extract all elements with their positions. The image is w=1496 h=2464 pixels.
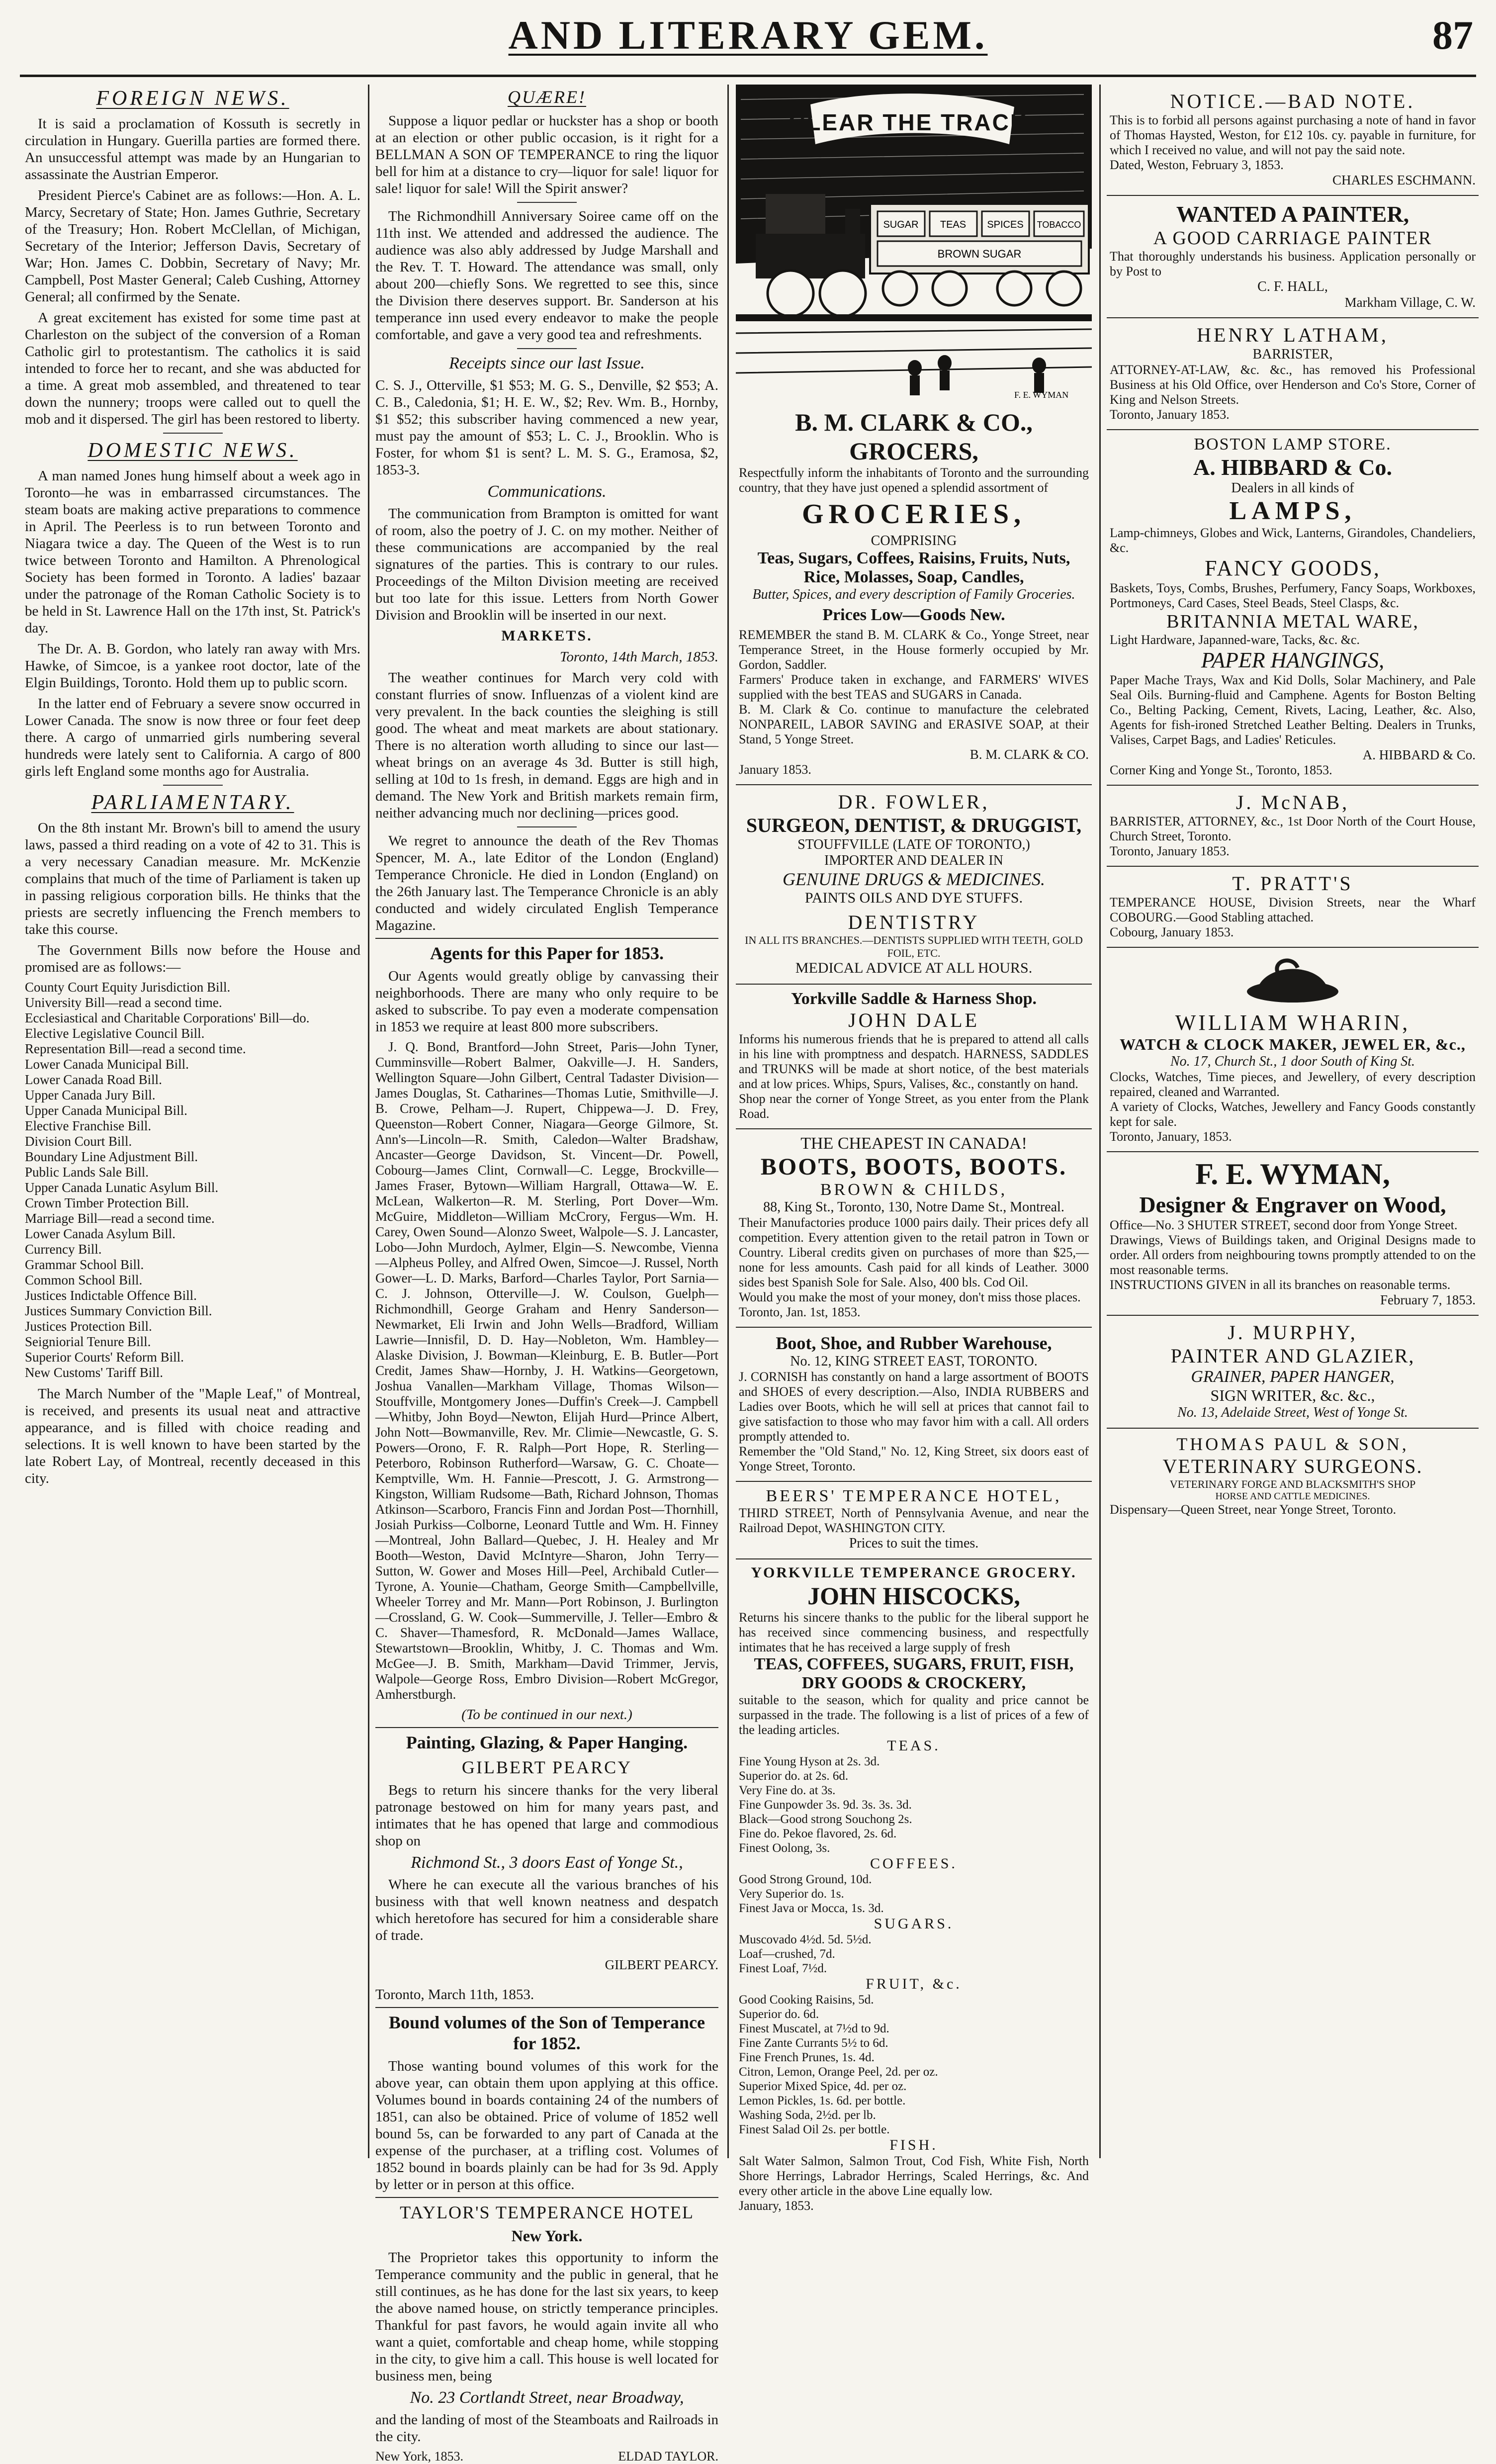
section-rule: [375, 1727, 718, 1728]
cheapest-save: Would you make the most of your money, don't miss those places.: [739, 1290, 1081, 1304]
bill-item: Superior Courts' Reform Bill.: [25, 1350, 184, 1365]
beers-hotel-ad: [736, 1482, 1092, 1559]
beers-heading: BEERS' TEMPERANCE HOTEL,: [766, 1487, 1062, 1505]
lamp-fancy-text: Baskets, Toys, Combs, Brushes, Perfumery, Fancy Soaps, Workboxes, Portmoneys, Card Cases, Steel Beads, Steel Clasps, &c.: [1110, 581, 1476, 610]
cheapest-boots: BOOTS, BOOTS, BOOTS.: [760, 1154, 1067, 1180]
fowler-title: SURGEON, DENTIST, & DRUGGIST,: [746, 814, 1082, 836]
cheapest-boots-ad: [736, 1129, 1092, 1328]
price-item: Fine Young Hyson at 2s. 3d.: [739, 1755, 880, 1768]
paul-name: THOMAS PAUL & SON,: [1176, 1434, 1409, 1454]
fowler-name: DR. FOWLER,: [838, 791, 990, 813]
column-advertisements-right: [1107, 85, 1479, 2158]
clark-comprising: COMPRISING: [871, 533, 957, 548]
masthead: [20, 9, 1476, 68]
price-item: Lemon Pickles, 1s. 6d. per bottle.: [739, 2094, 906, 2107]
taylor-signature: ELDAD TAYLOR.: [618, 2449, 718, 2464]
bill-list: [25, 980, 360, 1380]
bill-item: Lower Canada Asylum Bill.: [25, 1226, 176, 1241]
lamp-signature: A. HIBBARD & Co.: [1362, 747, 1476, 762]
grocery-text: Returns his sincere thanks to the public for the liberal support he has received since commencing business, and respectfully intimates that he has received a large supply of fresh: [739, 1610, 1089, 1654]
agents-list: J. Q. Bond, Brantford—John Street, Paris—John Tyner, Cumminsville—Robert Balmer, Oakville—J. H. Sanders, Wellington Square—John Gilbert, Central Tadaster Division—James Douglas, St. Catharines—Thomas Lutie, Smithville—J. B. Crowe, Pelham—J. Rupert, Chippewa—J. D. Frey, Queenston—Robert Conner, Niagara—George Gilmore, St. Ann's—Lincoln—R. Smith, Caledon—Walter Bradshaw, Ancaster—George Davidson, St. Vincent—Dr. Powell, Cobourg—James Clint, Cornwall—C. Legge, Brockville—James Fraser, Bytown—William Hargrall, Ottawa—W. E. McLean, Walkerton—R. M. Sterling, Port Dover—Wm. McGuire, Middleton—William McCrory, Fergus—Wm. H. Carey, Owen Sound—Alonzo Sweet, Walpole—S. J. Lancaster, Lobo—John Murdoch, Aylmer, Elgin—S. Newcombe, Vienna—Alpheus Polley, and Alfred Owen, Simcoe—J. Russel, North Gower—L. D. Marks, Barford—Charles Taylor, Port Sarnia—C. J. Johnson, Otterville—J. W. Coulson, Guelph—Richmondhill, George Graham and Henry Sanderson—Newmarket, Eli Irwin and John Wells—Bradford, William Lawrie—Innisfil, D. D. Hay—Nobleton, Wm. Hambley—Alaske Division, J. Bowman—Kleinburg, E. B. Butler—Port Credit, James Shaw—Hornby, J. H. Watkins—Georgetown, Joshua Vanallen—Markham Village, Thomas Wilson—Stouffville, Montgomery Jones—Duffin's Creek—J. Campbell—Whitby, John Boyd—Newton, Elijah Hurd—Prince Albert, John Nott—Bowmanville, Rev. Mr. Climie—Newcastle, G. S. Powers—Orono, F. R. Ralph—Port Hope, R. Sterling—Peterboro, Robinson Rutherford—Warsaw, G. C. Choate—Kemptville, Wm. H. Fannie—Prescott, J. G. Armstrong—Kingston, William Rudsome—Bath, Richard Johnson, Thomas Atkinson—Scarboro, Francis Finn and Jordan Post—Thornhill, Josiah Purkiss—Colborne, Leonard Tuttle and Wm. H. Finney—Montreal, John Ballard—Quebec, J. H. Healey and Mr Booth—Weston, David McIntyre—Sharon, John Terry—Sutton, W. Gower and Moses Hill—Peel, Archibald Cutler—Tyrone, A. Younie—Chatham, George Smith—Campbellville, Wheeler Torrey and Mr. Mann—Port Robinson, J. Burlington—Crossland, G. W. Cook—Summerville, J. Teller—Embro & C. Shaver—Thamesford, R. McDonald—James Wallace, Stewartstown—Brooklin, Whitby, J. C. Thomas and Wm. McGee—J. B. Smith, Markham—David Trimmer, Jervis, Walpole—George Ross, Embro Division—Robert McGregor, Amherstburgh.: [375, 1039, 718, 1702]
wyman-text: Drawings, Views of Buildings taken, and Original Designs made to order. All orders from neighbouring towns promptly attended to on the most reasonable terms.: [1110, 1233, 1476, 1277]
latham-title: BARRISTER,: [1252, 347, 1333, 362]
foreign-news-paragraph: A great excitement has existed for some time past at Charleston on the subject of the conversion of a Roman Catholic girl to protestantism. The catholics it is said intended to force her to recant, and she was abducted for a time. A great mob assembled, and threatened to tear down the nunnery; troops were called out to quell the mob and it dispersed. The girl has been restored to liberty.: [25, 310, 360, 427]
teas-heading: TEAS.: [887, 1737, 941, 1754]
taylor-subheading: New York.: [511, 2227, 583, 2245]
watch-emblem-icon: [1243, 953, 1342, 1007]
bound-volumes-heading: Bound volumes of the Son of Temperance for 1852.: [388, 2012, 705, 2053]
lamp-britannia-text: Light Hardware, Japanned-ware, Tacks, &c. &c.: [1110, 633, 1360, 647]
bill-item: Grammar School Bill.: [25, 1257, 144, 1272]
painter-text: That thoroughly understands his business. Application personally or by Post to: [1110, 249, 1476, 278]
fowler-branches: IN ALL ITS BRANCHES.—DENTISTS SUPPLIED WITH TEETH, GOLD FOIL, ETC.: [745, 934, 1083, 959]
painter-place: Markham Village, C. W.: [1344, 295, 1476, 310]
lamp-lamps-text: Lamp-chimneys, Globes and Wick, Lanterns, Girandoles, Chandeliers, &c.: [1110, 526, 1476, 555]
wharin-dateline: Toronto, January, 1853.: [1110, 1129, 1232, 1144]
notice-heading: NOTICE.—BAD NOTE.: [1170, 90, 1415, 112]
mcnab-ad: [1107, 786, 1479, 867]
paul-address: Dispensary—Queen Street, near Yonge Street, Toronto.: [1110, 1502, 1397, 1517]
bound-volumes-text: Those wanting bound volumes of this work for the above year, can obtain them upon applying at this office. Volumes bound in boards containing 24 of the numbers of 1851, can also be obtained. Price of volume of 1852 well bound 5s, can be forwarded to any part of Canada at the expense of the purchaser, at a trifling cost. Volumes of 1852 bound in boards plainly can be had for 3s 9d. Apply by letter or in person at this office.: [375, 2058, 718, 2192]
bill-item: Upper Canada Lunatic Asylum Bill.: [25, 1180, 219, 1195]
painting-heading: Painting, Glazing, & Paper Hanging.: [406, 1733, 688, 1752]
wyman-ad: [1107, 1152, 1479, 1316]
bill-item: Division Court Bill.: [25, 1134, 132, 1149]
clark-intro: Respectfully inform the inhabitants of Toronto and the surrounding country, that they have just opened a splendid assortment of: [739, 465, 1089, 495]
bill-item: Upper Canada Municipal Bill.: [25, 1103, 187, 1118]
coffees-list: [739, 1872, 1089, 1916]
wanted-painter-ad: [1107, 196, 1479, 318]
painting-name: GILBERT PEARCY: [461, 1757, 632, 1777]
domestic-news-paragraph: The Dr. A. B. Gordon, who lately ran away with Mrs. Hawke, of Simcoe, is a yankee root doctor, late of the Elgin Buildings, Toronto. Hold them up to public scorn.: [25, 641, 360, 691]
yorkville-grocery-ad: [736, 1559, 1092, 2220]
fowler-ad: [736, 785, 1092, 985]
section-rule: [375, 938, 718, 939]
paul-veterinary-ad: [1107, 1429, 1479, 1524]
clark-grocers-ad: [736, 403, 1092, 785]
parliamentary-heading: PARLIAMENTARY.: [91, 791, 294, 814]
rail-track: [736, 314, 1092, 321]
page-number: 87: [1432, 12, 1473, 58]
fowler-paints: PAINTS OILS AND DYE STUFFS.: [804, 890, 1023, 906]
receipts-text: C. S. J., Otterville, $1 $53; M. G. S., Denville, $2 $53; A. C. B., Caledonia, $1; H. E. W., $2; Rev. Wm. B., Hornby, $1 $52; this subscriber having commenced a new year, must pay the amount of $53; L. C. J., Brooklin. Who is Foster, for whom $1 is sent? L. M. S. G., Eramosa, $2, 1853-3.: [375, 377, 718, 478]
clark-heading: B. M. CLARK & CO., GROCERS,: [795, 408, 1033, 465]
painting-address: Richmond St., 3 doors East of Yonge St.,: [411, 1853, 683, 1872]
clark-farmers: Farmers' Produce taken in exchange, and FARMERS' WIVES supplied with the best TEAS and SUGARS in Canada.: [739, 672, 1089, 702]
latham-ad: [1107, 318, 1479, 430]
price-item: Fine Gunpowder 3s. 9d. 3s. 3s. 3d.: [739, 1798, 912, 1812]
price-item: Finest Salad Oil 2s. per bottle.: [739, 2123, 890, 2136]
bill-item: Representation Bill—read a second time.: [25, 1041, 246, 1056]
masthead-title: AND LITERARY GEM.: [508, 12, 988, 58]
pratt-dateline: Cobourg, January 1853.: [1110, 925, 1234, 939]
bill-item: Elective Legislative Council Bill.: [25, 1026, 205, 1041]
clark-items: Teas, Sugars, Coffees, Raisins, Fruits, Nuts, Rice, Molasses, Soap, Candles,: [757, 549, 1070, 586]
section-divider: [517, 826, 577, 827]
cheapest-text: Their Manufactories produce 1000 pairs daily. Their prices defy all competition. Every attention given to the retail patron in Town or Country. Liberal credits given on purchases of more than $25,—none for less amounts. Cash paid for all kinds of Leather. 3000 sides best Spanish Sole for Sale. Also, 400 bls. Cod Oil.: [739, 1215, 1089, 1289]
lamp-dealers: Dealers in all kinds of: [1231, 480, 1354, 496]
bill-item: Marriage Bill—read a second time.: [25, 1211, 215, 1226]
section-divider: [163, 785, 223, 786]
crate-label: SUGAR: [883, 219, 919, 230]
saddle-shop-ad: [736, 985, 1092, 1129]
taylor-dateline: New York, 1853.: [375, 2449, 463, 2464]
cheapest-dateline: Toronto, Jan. 1st, 1853.: [739, 1305, 861, 1319]
wharin-text: Clocks, Watches, Time pieces, and Jewellery, of every description repaired, cleaned and Warranted.: [1110, 1070, 1476, 1099]
clark-items-more: Butter, Spices, and every description of Family Groceries.: [752, 587, 1075, 602]
section-divider: [517, 348, 577, 349]
clark-dateline: January 1853.: [739, 762, 811, 777]
painting-text: Begs to return his sincere thanks for the very liberal patronage bestowed on him for many years past, and intimates that he has opened that large and commodious shop on: [375, 1782, 718, 1849]
soiree-paragraph: The Richmondhill Anniversary Soiree came off on the 11th inst. We attended and addressed the audience. The audience was also ably addressed by Judge Marshall and the Rev. T. T. Howard. The attendance was small, only about 200—chiefly Sons. We regretted to see this, since the Division there deserves support. Br. Sanderson at his temperance inn used every endeavor to make the people comfortable, and gave a very good tea and refreshments.: [375, 208, 718, 343]
parliamentary-paragraph: The March Number of the "Maple Leaf," of Montreal, is received, and presents its usual neat and attractive appearance, and is filled with choice reading and selections. It is well known to have been started by the late Robert Lay, of Montreal, recently deceased in this city.: [25, 1386, 360, 1486]
saddle-text: Informs his numerous friends that he is prepared to attend all calls in his line with promptness and despatch. HARNESS, SADDLES and TRUNKS will be made at short notice, of the best materials and at low prices. Whips, Spurs, Valises, &c., constantly on hand.: [739, 1032, 1089, 1091]
bill-item: Justices Protection Bill.: [25, 1319, 152, 1334]
murphy-subtitle: SIGN WRITER, &c. &c.,: [1210, 1386, 1375, 1404]
price-item: Finest Loaf, 7½d.: [739, 1962, 827, 1975]
sugars-heading: SUGARS.: [874, 1916, 954, 1932]
lamp-heading: BOSTON LAMP STORE.: [1194, 435, 1392, 454]
cheapest-heading: THE CHEAPEST IN CANADA!: [800, 1134, 1027, 1153]
clark-manufacture: B. M. Clark & Co. continue to manufacture the celebrated NONPAREIL, LABOR SAVING and ERASIVE SOAP, at their Stand, 5 Yonge Street.: [739, 702, 1089, 746]
banner-text: CLEAR THE TRACK.: [789, 109, 1036, 135]
receipts-heading: Receipts since our last Issue.: [449, 354, 645, 372]
wharin-address: No. 17, Church St., 1 door South of King St.: [1170, 1054, 1415, 1069]
painter-subheading: A GOOD CARRIAGE PAINTER: [1153, 228, 1432, 249]
fish-heading: FISH.: [889, 2137, 938, 2153]
taylor-heading: TAYLOR'S TEMPERANCE HOTEL: [400, 2202, 694, 2222]
wyman-name: F. E. WYMAN,: [1195, 1158, 1390, 1190]
fruit-heading: FRUIT, &c.: [866, 1976, 962, 1992]
murphy-address: No. 13, Adelaide Street, West of Yonge St.: [1177, 1405, 1408, 1420]
pratt-ad: [1107, 867, 1479, 948]
fowler-importer: IMPORTER AND DEALER IN: [824, 853, 1003, 868]
latham-name: HENRY LATHAM,: [1197, 324, 1389, 346]
painting-text: Where he can execute all the various branches of his business with that well known neatness and despatch which heretofore has secured for him a considerable share of trade.: [375, 1877, 718, 1943]
bill-item: County Court Equity Jurisdiction Bill.: [25, 980, 231, 995]
bill-item: Currency Bill.: [25, 1242, 102, 1257]
bad-note-notice: [1107, 85, 1479, 196]
bill-item: University Bill—read a second time.: [25, 995, 222, 1010]
foreign-news-paragraph: It is said a proclamation of Kossuth is secretly in circulation in Hungary. Guerilla parties are formed there. An unsuccessful attempt was made by an Hungarian to assassinate the Austrian Emperor.: [25, 116, 360, 183]
paul-title: VETERINARY SURGEONS.: [1162, 1455, 1423, 1477]
masthead-rule: [20, 75, 1476, 77]
column-advertisements-left: [736, 85, 1092, 2213]
agents-continued: (To be continued in our next.): [461, 1707, 632, 1723]
coffees-heading: COFFEES.: [870, 1855, 958, 1872]
price-item: Superior do. 6d.: [739, 2008, 819, 2021]
latham-text: ATTORNEY-AT-LAW, &c. &c., has removed his Professional Business at his Old Office, over Henderson and Co's Store, Corner of King and Nelson Streets.: [1110, 363, 1476, 407]
sugars-list: [739, 1932, 1089, 1976]
bill-item: Seigniorial Tenure Bill.: [25, 1334, 151, 1349]
column-rule: [727, 85, 729, 2158]
wharin-ad: [1107, 948, 1479, 1152]
price-item: Finest Muscatel, at 7½d to 9d.: [739, 2022, 889, 2035]
boot-warehouse-ad: [736, 1328, 1092, 1482]
saddle-address: Shop near the corner of Yonge Street, as you enter from the Plank Road.: [739, 1092, 1089, 1121]
communications-text: The communication from Brampton is omitted for want of room, also the poetry of J. C. on my mother. Neither of these communications are accompanied by the real signatures of the parties. This is contrary to our rules. Proceedings of the Milton Division meeting are received but too late for this issue. Letters from North Gower Division and Brooklin will be inserted in our next.: [375, 506, 718, 623]
grocery-heading: YORKVILLE TEMPERANCE GROCERY.: [751, 1564, 1077, 1581]
quaere-text: Suppose a liquor pedlar or huckster has a shop or booth at an election or other public occasion, is it right for a BELLMAN A SON OF TEMPERANCE to ring the liquor bell for him at a distance to cry—liquor for sale! liquor for sale! liquor for sale! Will the Spirit answer?: [375, 113, 718, 196]
wharin-text: A variety of Clocks, Watches, Jewellery and Fancy Goods constantly kept for sale.: [1110, 1099, 1476, 1129]
paul-subtitle: HORSE AND CATTLE MEDICINES.: [1215, 1491, 1370, 1502]
crate-label: SPICES: [987, 219, 1024, 230]
grocery-text: suitable to the season, which for quality and price cannot be surpassed in the trade. The following is a list of prices of a few of the leading articles.: [739, 1693, 1089, 1737]
foreign-news-heading: FOREIGN NEWS.: [96, 87, 289, 110]
lamp-fancy: FANCY GOODS,: [1205, 556, 1381, 580]
lamp-britannia: BRITANNIA METAL WARE,: [1166, 611, 1419, 632]
painter-signature: C. F. HALL,: [1257, 279, 1328, 294]
markets-heading: MARKETS.: [501, 628, 593, 644]
fish-text: Salt Water Salmon, Salmon Trout, Cod Fish, White Fish, North Shore Herrings, Labrador Herrings, Scaled Herrings, &c. And every other article in the above Line equally low.: [739, 2154, 1089, 2198]
price-item: Very Fine do. at 3s.: [739, 1784, 836, 1797]
wyman-office: Office—No. 3 SHUTER STREET, second door from Yonge Street.: [1110, 1218, 1458, 1232]
saddle-heading: Yorkville Saddle & Harness Shop.: [791, 990, 1037, 1008]
agents-intro: Our Agents would greatly oblige by canvassing their neighborhoods. There are many who only require to be asked to subscribe. To pay even a moderate compensation in 1853 we require at least 800 more subscribers.: [375, 968, 718, 1035]
markets-dateline: Toronto, 14th March, 1853.: [559, 649, 718, 665]
parliamentary-paragraph: On the 8th instant Mr. Brown's bill to amend the usury laws, passed a third reading on a vote of 42 to 31. This is a very necessary Canadian measure. Mr. McKenzie complains that much of the time of Parliament is taken up in passing religious corporation bills. He thinks that the priests are secretly influencing the French members to take this course.: [25, 820, 360, 937]
taylor-address: No. 23 Cortlandt Street, near Broadway,: [410, 2388, 684, 2407]
cheapest-address: 88, King St., Toronto, 130, Notre Dame St., Montreal.: [763, 1199, 1064, 1215]
price-item: Good Cooking Raisins, 5d.: [739, 1993, 874, 2007]
bill-item: Ecclesiastical and Charitable Corporations' Bill—do.: [25, 1010, 310, 1025]
painting-signature: GILBERT PEARCY.: [605, 1957, 718, 1972]
wharin-title: WATCH & CLOCK MAKER, JEWEL ER, &c.,: [1120, 1035, 1466, 1053]
price-item: Very Superior do. 1s.: [739, 1887, 844, 1901]
price-item: Black—Good strong Souchong 2s.: [739, 1813, 912, 1826]
section-divider: [517, 202, 577, 203]
column-queries-markets: [375, 85, 718, 2464]
bill-item: Upper Canada Jury Bill.: [25, 1088, 156, 1102]
clear-the-track-engraving: [736, 85, 1092, 403]
murphy-name: J. MURPHY,: [1228, 1321, 1358, 1344]
boot-address: No. 12, KING STREET EAST, TORONTO.: [790, 1354, 1038, 1369]
bill-item: Common School Bill.: [25, 1273, 143, 1287]
train-illustration: [736, 85, 1092, 403]
lamp-paper-text: Paper Mache Trays, Wax and Kid Dolls, Solar Machinery, and Pale Seal Oils. Burning-fluid and Camphene. Agents for Boston Belting Co., Belting Packing, Cement, Rivets, Lacing, Leather, &c. Also, Agents for fish-ironed Stretched Leather Belting. Dealers in Trunks, Valises, Carpet Bags, and Ladies' Reticules.: [1110, 673, 1476, 747]
teas-list: [739, 1754, 1089, 1855]
bill-item: Crown Timber Protection Bill.: [25, 1195, 189, 1210]
lamp-lamps: LAMPS,: [1229, 497, 1356, 525]
painter-heading: WANTED A PAINTER,: [1176, 201, 1409, 227]
lamp-paper: PAPER HANGINGS,: [1201, 648, 1385, 672]
taylor-footer: [375, 2449, 718, 2464]
price-item: Fine Zante Currants 5½ to 6d.: [739, 2036, 888, 2050]
price-item: Good Strong Ground, 10d.: [739, 1873, 872, 1886]
notice-text: This is to forbid all persons against purchasing a note of hand in favor of Thomas Haysted, Weston, for £12 10s. cy. payable in furniture, for which I received no value, and will not pay the said note.: [1110, 113, 1476, 157]
murphy-ad: [1107, 1316, 1479, 1429]
obituary-paragraph: We regret to announce the death of the Rev Thomas Spencer, M. A., late Editor of the London (England) Temperance Chronicle. He died in London (England) on the 26th January last. The Temperance Chronicle is an ably conducted and widely circulated English Temperance Magazine.: [375, 833, 718, 933]
bill-item: New Customs' Tariff Bill.: [25, 1365, 163, 1380]
price-item: Superior Mixed Spice, 4d. per oz.: [739, 2080, 907, 2093]
bill-item: Lower Canada Municipal Bill.: [25, 1057, 189, 1072]
murphy-title: PAINTER AND GLAZIER,: [1170, 1345, 1415, 1367]
pratt-text: TEMPERANCE HOUSE, Division Streets, near the Wharf COBOURG.—Good Stabling attached.: [1110, 895, 1476, 924]
taylor-text: and the landing of most of the Steamboats and Railroads in the city.: [375, 2412, 718, 2445]
price-item: Loaf—crushed, 7d.: [739, 1947, 835, 1961]
column-rule: [368, 85, 369, 2158]
agents-heading: Agents for this Paper for 1853.: [430, 943, 664, 963]
clark-prices: Prices Low—Goods New.: [822, 606, 1005, 624]
price-item: Finest Java or Mocca, 1s. 3d.: [739, 1902, 884, 1915]
foreign-news-paragraph: President Pierce's Cabinet are as follows:—Hon. A. L. Marcy, Secretary of State; Hon. James Guthrie, Secretary of the Treasury; Hon. Robert McClellan, of Michigan, Secretary of the Interior; Jefferson Davis, Secretary of War; Hon. James C. Dobbin, Secretary of Navy; Mr. Campbell, Post Master General; Caleb Cushing, Attorney General; all confirmed by the Senate.: [25, 187, 360, 305]
domestic-news-paragraph: In the latter end of February a severe snow occurred in Lower Canada. The snow is now three or four feet deep there. A cargo of unmarried girls numbering several hundreds were lately sent to California. A cargo of 800 girls left England some months ago for Australia.: [25, 696, 360, 779]
communications-heading: Communications.: [487, 482, 607, 501]
boot-text: J. CORNISH has constantly on hand a large assortment of BOOTS and SHOES of every description.—Also, INDIA RUBBERS and Ladies over Boots, which he will sell at prices that cannot fail to give satisfaction to those who may favor him with a call. All orders promptly attended to.: [739, 1369, 1089, 1444]
crate-label: TOBACCO: [1037, 220, 1081, 230]
column-foreign-domestic: [25, 85, 360, 2158]
quaere-heading: QUÆRE!: [508, 87, 586, 107]
paul-text: VETERINARY FORGE AND BLACKSMITH'S SHOP: [1169, 1478, 1416, 1490]
price-item: Fine French Prunes, 1s. 4d.: [739, 2051, 875, 2064]
domestic-news-heading: DOMESTIC NEWS.: [88, 439, 298, 462]
fowler-drugs: GENUINE DRUGS & MEDICINES.: [783, 869, 1045, 889]
price-item: Superior do. at 2s. 6d.: [739, 1769, 849, 1783]
wyman-dateline: February 7, 1853.: [1380, 1292, 1476, 1307]
clark-remember: REMEMBER the stand B. M. CLARK & Co., Yonge Street, near Temperance Street, in the House formerly occupied by Mr. Gordon, Saddler.: [739, 628, 1089, 672]
clark-groceries: GROCERIES,: [801, 499, 1026, 530]
bill-item: Justices Summary Conviction Bill.: [25, 1303, 212, 1318]
grocery-dateline: January, 1853.: [739, 2198, 814, 2213]
mcnab-dateline: Toronto, January 1853.: [1110, 844, 1230, 858]
grocery-goods: TEAS, COFFEES, SUGARS, FRUIT, FISH, DRY GOODS & CROCKERY,: [754, 1655, 1074, 1692]
price-item: Finest Oolong, 3s.: [739, 1841, 830, 1855]
fowler-advice: MEDICAL ADVICE AT ALL HOURS.: [795, 960, 1033, 976]
clark-signature: B. M. CLARK & CO.: [969, 747, 1089, 762]
wyman-title: Designer & Engraver on Wood,: [1139, 1192, 1446, 1217]
beers-prices: Prices to suit the times.: [849, 1536, 979, 1551]
cheapest-firm: BROWN & CHILDS,: [820, 1181, 1008, 1199]
mcnab-name: J. McNAB,: [1235, 791, 1350, 814]
lamp-firm: A. HIBBARD & Co.: [1193, 455, 1392, 480]
price-item: Fine do. Pekoe flavored, 2s. 6d.: [739, 1827, 897, 1840]
domestic-news-paragraph: A man named Jones hung himself about a week ago in Toronto—he was in embarrassed circumstances. The steam boats are making active preparations to commence in April. The Peerless is to run between Toronto and Niagara twice a day. The Queen of the West is to run twice between Toronto and Hamilton. A Phrenological Society has been formed in Toronto. A ladies' bazaar under the patronage of the Roman Catholic Society is to be held in St. Lawrence Hall on the 17th inst, St. Patrick's day.: [25, 468, 360, 636]
boston-lamp-store-ad: [1107, 430, 1479, 786]
section-rule: [375, 2007, 718, 2008]
fowler-place: STOUFFVILLE (LATE OF TORONTO,): [797, 837, 1030, 852]
boot-remember: Remember the "Old Stand," No. 12, King Street, six doors east of Yonge Street, Toronto.: [739, 1444, 1089, 1473]
notice-dateline: Dated, Weston, February 3, 1853.: [1110, 158, 1284, 172]
price-item: Citron, Lemon, Orange Peel, 2d. per oz.: [739, 2065, 938, 2079]
grocery-name: JOHN HISCOCKS,: [807, 1582, 1020, 1610]
lamp-address: Corner King and Yonge St., Toronto, 1853.: [1110, 763, 1332, 777]
mcnab-text: BARRISTER, ATTORNEY, &c., 1st Door North of the Court House, Church Street, Toronto.: [1110, 814, 1476, 843]
engraver-credit: F. E. WYMAN: [1014, 390, 1069, 400]
column-rule: [1099, 85, 1101, 2158]
saddle-name: JOHN DALE: [848, 1009, 979, 1031]
bill-item: Public Lands Sale Bill.: [25, 1165, 149, 1180]
fowler-dentistry: DENTISTRY: [848, 911, 980, 933]
locomotive-stack: [845, 209, 860, 239]
bill-item: Elective Franchise Bill.: [25, 1118, 152, 1133]
markets-text: The weather continues for March very cold with constant flurries of snow. Influenzas of a violent kind are very prevalent. In the back counties the sleighing is still good. The wheat and meat markets are about stationary. There is no alteration worth alluding to since our last—wheat brings on an average 4s 3d. Butter is still high, selling at 10d to 1s fresh, in demand. Eggs are high and in demand. The New York and British markets remain firm, neither advancing much nor declining—prices good.: [375, 670, 718, 821]
pratt-name: T. PRATT'S: [1232, 872, 1353, 895]
bill-item: Lower Canada Road Bill.: [25, 1072, 162, 1087]
beers-text: THIRD STREET, North of Pennsylvania Avenue, and near the Railroad Depot, WASHINGTON CITY.: [739, 1506, 1089, 1535]
fruit-list: [739, 1993, 1089, 2137]
painting-dateline: Toronto, March 11th, 1853.: [375, 1987, 534, 2003]
boot-heading: Boot, Shoe, and Rubber Warehouse,: [776, 1333, 1052, 1353]
bill-item: Justices Indictable Offence Bill.: [25, 1288, 197, 1303]
price-item: Washing Soda, 2½d. per lb.: [739, 2108, 876, 2122]
section-rule: [375, 2197, 718, 2198]
wharin-name: WILLIAM WHARIN,: [1175, 1010, 1410, 1035]
murphy-subtitle: GRAINER, PAPER HANGER,: [1191, 1368, 1395, 1386]
crate-label: BROWN SUGAR: [937, 248, 1022, 260]
crate-label: TEAS: [940, 219, 967, 230]
bill-item: Boundary Line Adjustment Bill.: [25, 1149, 198, 1164]
wyman-instructions: INSTRUCTIONS GIVEN in all its branches on reasonable terms.: [1110, 1278, 1451, 1292]
section-divider: [163, 433, 223, 434]
taylor-text: The Proprietor takes this opportunity to inform the Temperance community and the public in general, that he still continues, as he has done for the last six years, to keep the above named house, on strictly temperance principles. Thankful for past favors, he would again invite all who want a quiet, comfortable and cheap home, while stopping in the city, to give him a call. This house is well located for business men, being: [375, 2250, 718, 2384]
parliamentary-paragraph: The Government Bills now before the House and promised are as follows:—: [25, 942, 360, 975]
price-item: Muscovado 4½d. 5d. 5½d.: [739, 1933, 872, 1946]
notice-signature: CHARLES ESCHMANN.: [1332, 173, 1476, 187]
latham-dateline: Toronto, January 1853.: [1110, 407, 1230, 422]
